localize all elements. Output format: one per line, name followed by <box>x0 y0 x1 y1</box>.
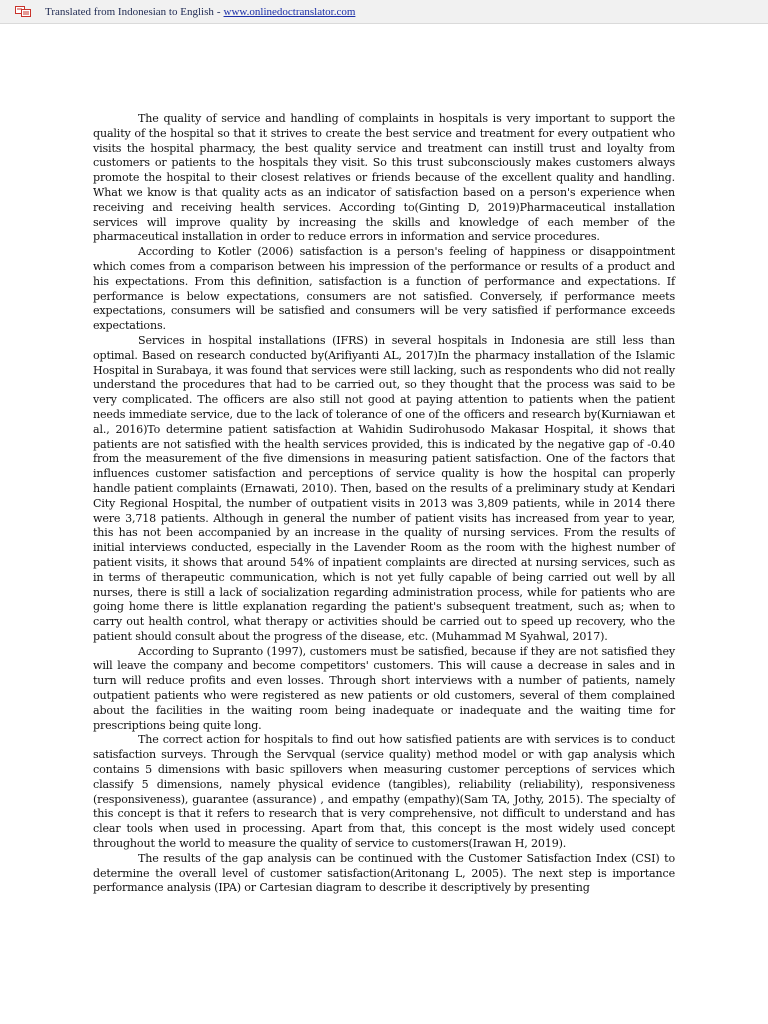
banner-text <box>45 5 355 19</box>
banner-label: Translated from Indonesian to English <box>45 6 214 18</box>
translation-banner <box>0 0 768 24</box>
banner-separator: - <box>216 6 221 18</box>
paragraph-kotler-satisfaction: According to Kotler (2006) satisfaction is a person's feeling of happiness or disappointment which comes from a comparison between his impression of the performance or results of a product and his expectations. From this definition, satisfaction is a function of performance and expectations. If performance is below expectations, consumers are not satisfied. Conversely, if performance meets expectations, consumers will be satisfied and consumers will be very satisfied if performance exceeds expectations. <box>93 245 675 333</box>
translator-website-link[interactable]: www.onlinedoctranslator.com <box>223 6 356 18</box>
paragraph-service-quality: The quality of service and handling of complaints in hospitals is very important to support the quality of the hospital so that it strives to create the best service and treatment for every outpatient who visits the hospital pharmacy, the best quality service and treatment can instill trust and loyalty from customers or patients to the hospitals they visit. So this trust subconsciously makes customers always promote the hospital to their closest relatives or friends because of the excellent quality and handling. What we know is that quality acts as an indicator of satisfaction based on a person's experience when receiving and receiving health services. According to(Ginting D, 2019)Pharmaceutical installation services will improve quality by increasing the skills and knowledge of each member of the pharmaceutical installation in order to reduce errors in information and service procedures. <box>93 112 675 244</box>
paragraph-hospital-installations: Services in hospital installations (IFRS) in several hospitals in Indonesia are still less than optimal. Based on research conducted by(Arifiyanti AL, 2017)In the pharmacy installation of the Islamic Hospital in Surabaya, it was found that services were still lacking, such as respondents who did not really understand the procedures that had to be carried out, so they thought that the process was said to be very complicated. The officers are also still not good at paying attention to patients when the patient needs immediate service, due to the lack of tolerance of one of the officers and research by(Kurniawan et al., 2016)To determine patient satisfaction at Wahidin Sudirohusodo Makasar Hospital, it shows that patients are not satisfied with the health services provided, this is indicated by the negative gap of -0.40 from the measurement of the five dimensions in measuring patient satisfaction. One of the factors that influences customer satisfaction and perceptions of service quality is how the hospital can properly handle patient complaints (Ernawati, 2010). Then, based on the results of a preliminary study at Kendari City Regional Hospital, the number of outpatient visits in 2013 was 3,809 patients, while in 2014 there were 3,718 patients. Although in general the number of patient visits has increased from year to year, this has not been accompanied by an increase in the quality of nursing services. From the results of initial interviews conducted, especially in the Lavender Room as the room with the highest number of patient visits, it shows that around 54% of inpatient complaints are directed at nursing services, such as in terms of therapeutic communication, which is not yet fully capable of being carried out well by all nurses, there is still a lack of socialization regarding administration process, while for patients who are going home there is little explanation regarding the patient's subsequent treatment, such as; when to carry out health control, what therapy or activities should be carried out to speed up recovery, who the patient should consult about the progress of the disease, etc. (Muhammad M Syahwal, 2017). <box>93 333 675 643</box>
document-body <box>93 112 675 896</box>
paragraph-satisfaction-surveys: The correct action for hospitals to find out how satisfied patients are with services is to conduct satisfaction surveys. Through the Servqual (service quality) method model or with gap analysis which contains 5 dimensions with basic spillovers when measuring customer perceptions of services which classify 5 dimensions, namely physical evidence (tangibles), reliability (reliability), responsiveness (responsiveness), guarantee (assurance) , and empathy (empathy)(Sam TA, Jothy, 2015). The specialty of this concept is that it refers to research that is very comprehensive, not difficult to understand and has clear tools when used in processing. Apart from that, this concept is the most widely used concept throughout the world to measure the quality of service to customers(Irawan H, 2019). <box>93 733 675 851</box>
paragraph-gap-analysis: The results of the gap analysis can be continued with the Customer Satisfaction Index (CSI) to determine the overall level of customer satisfaction(Aritonang L, 2005). The next step is importance performance analysis (IPA) or Cartesian diagram to describe it descriptively by presenting <box>93 851 675 895</box>
translator-logo-icon <box>15 6 31 17</box>
paragraph-supranto: According to Supranto (1997), customers must be satisfied, because if they are not satisfied they will leave the company and become competitors' customers. This will cause a decrease in sales and in turn will reduce profits and even losses. Through short interviews with a number of patients, namely outpatient patients who were registered as new patients or old customers, several of them complained about the facilities in the waiting room being inadequate or inadequate and the waiting time for prescriptions being quite long. <box>93 644 675 732</box>
